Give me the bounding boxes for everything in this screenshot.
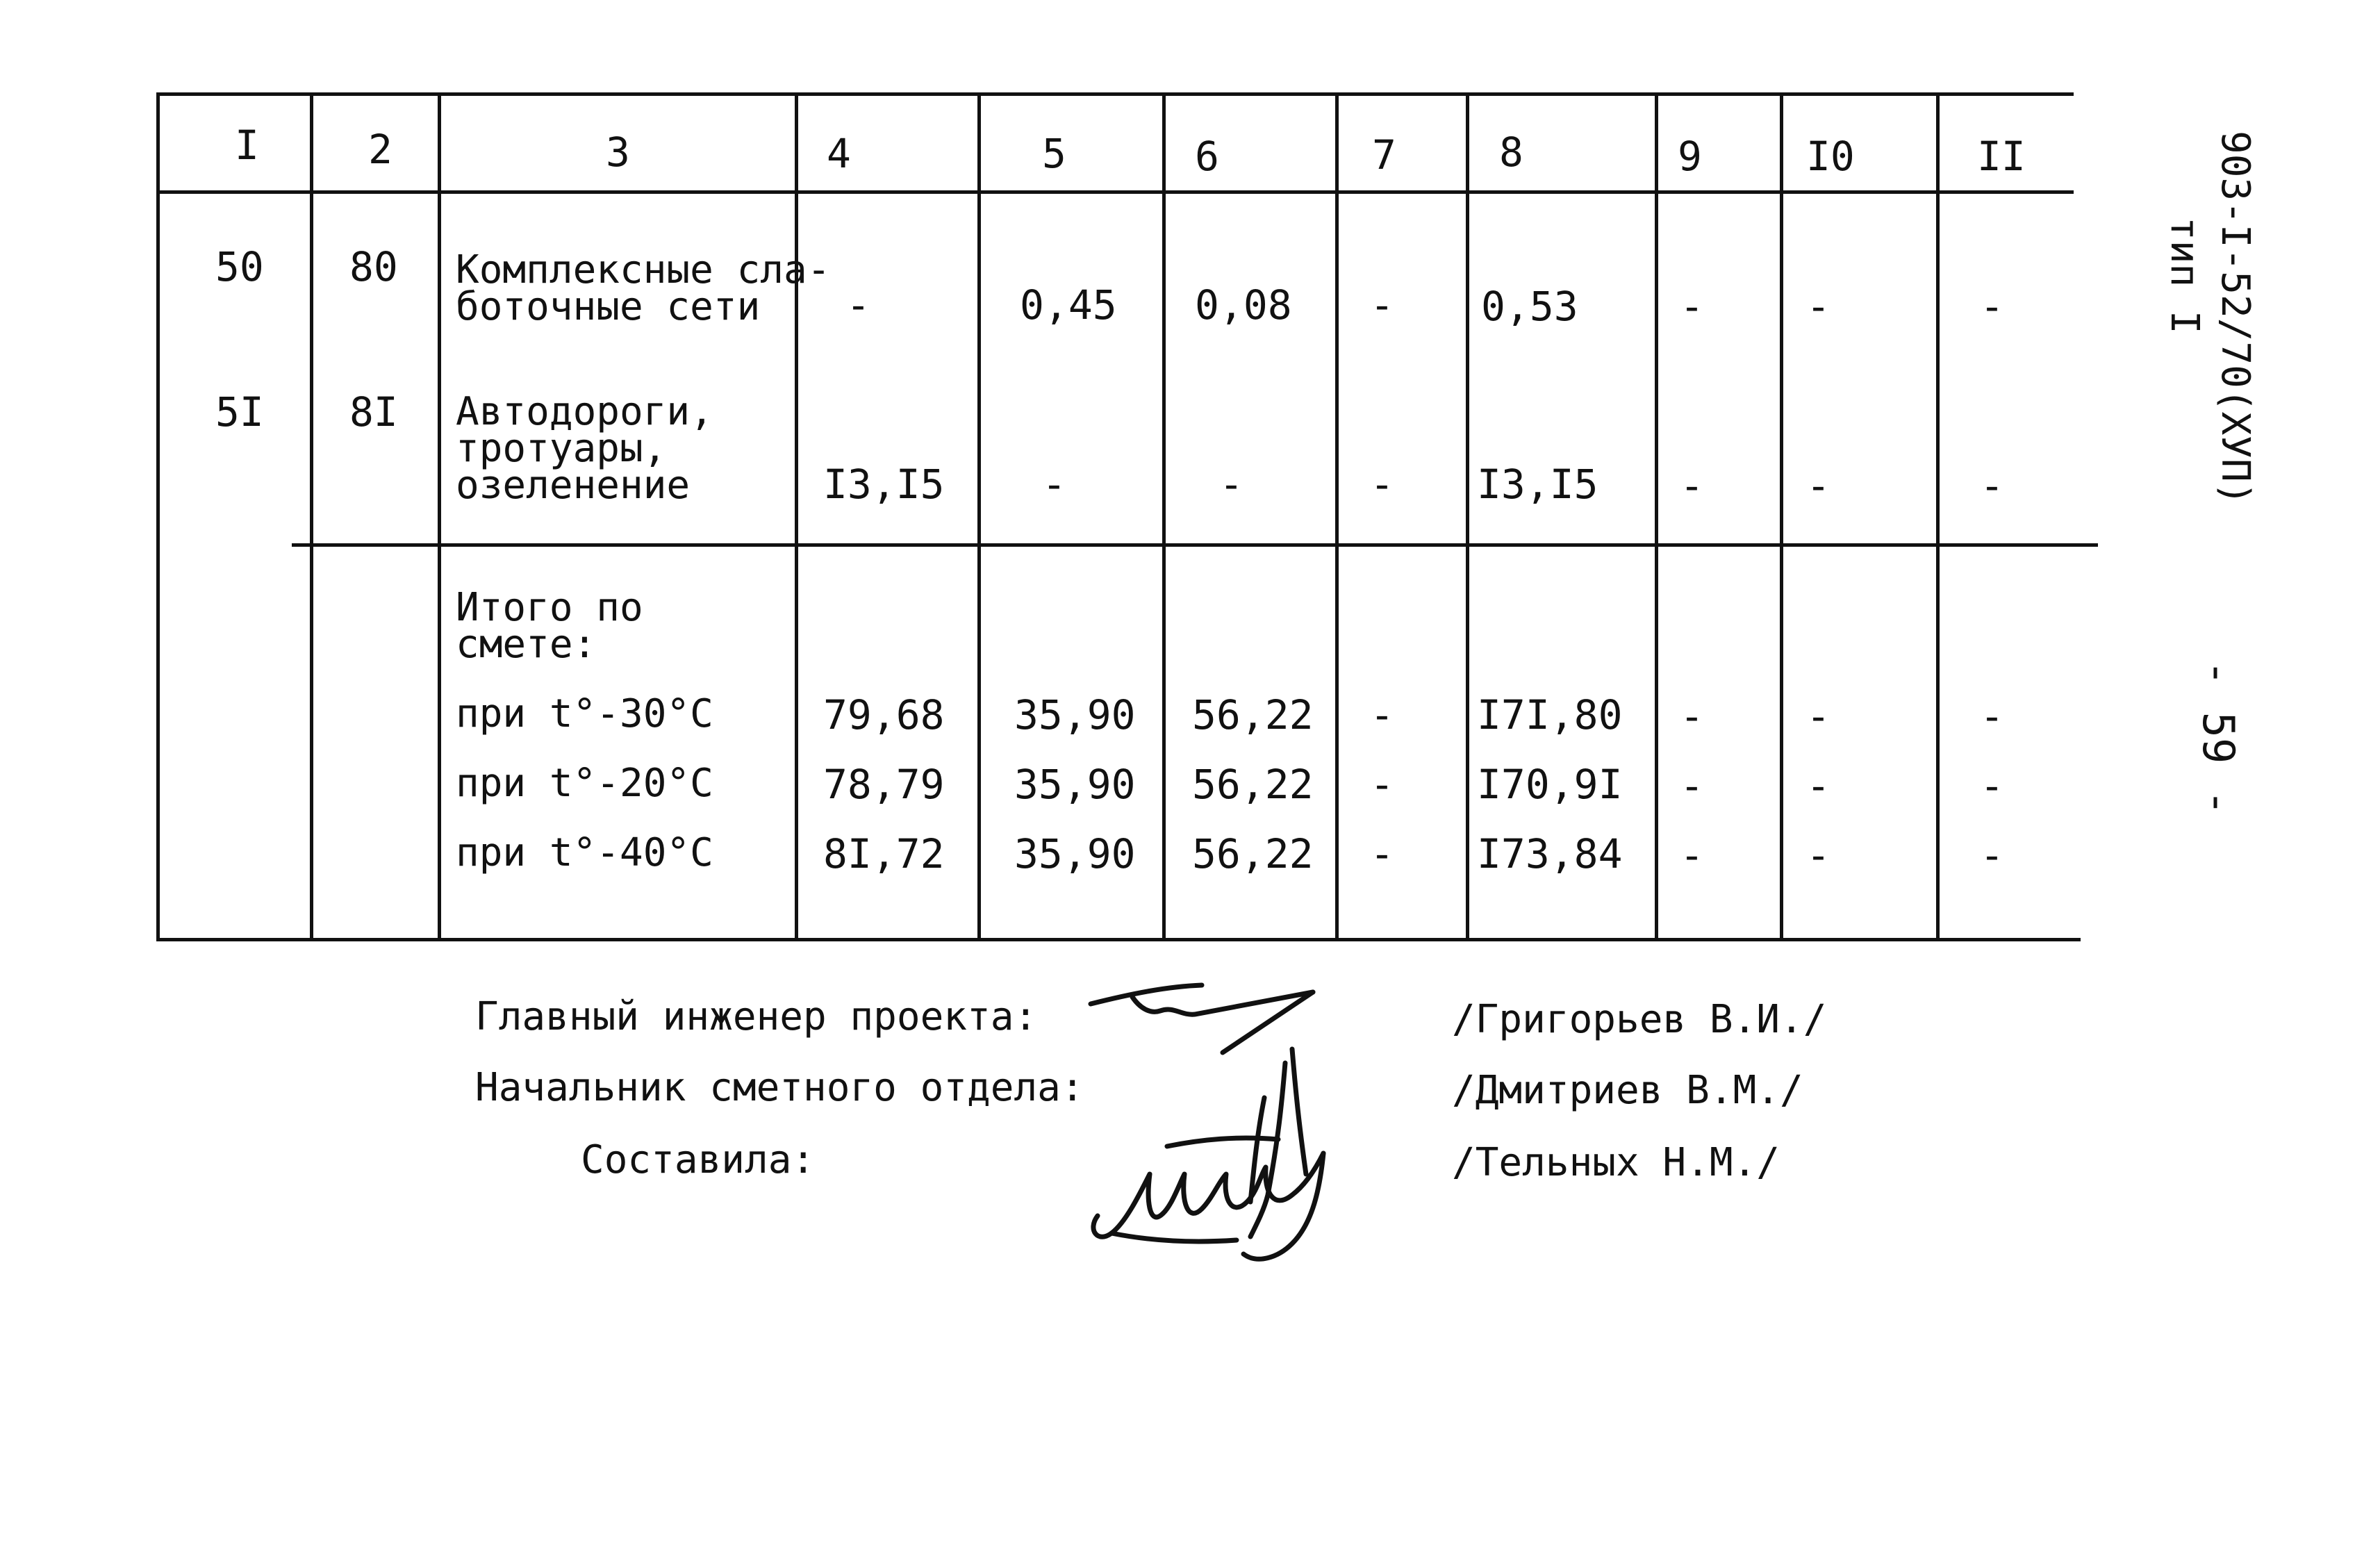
cell-col4: 8I,72 <box>823 830 945 877</box>
totals-temperature-label: при t°-40°C <box>456 830 713 875</box>
table-top-rule <box>156 92 2074 96</box>
totals-temperature-label: при t°-30°C <box>456 691 713 736</box>
col-rule-0 <box>156 92 160 941</box>
cell-col6: 0,08 <box>1195 281 1292 329</box>
header-cell: 2 <box>368 126 392 173</box>
header-cell: 3 <box>606 129 630 176</box>
cell-col5: 35,90 <box>1014 691 1136 739</box>
signature-name: /Тельных Н.М./ <box>1452 1140 1780 1185</box>
row-name-cell: Автодороги, тротуары, озеленение <box>456 389 713 508</box>
cell-col7: - <box>1370 281 1394 329</box>
row-number-cell: 5I <box>215 388 264 436</box>
totals-label: Итого по смете: <box>456 585 643 667</box>
cell-col8: 0,53 <box>1481 283 1578 330</box>
totals-temperature-label: при t°-20°C <box>456 761 713 806</box>
signature-role: Начальник сметного отдела: <box>475 1065 1084 1110</box>
signature-role: Главный инженер проекта: <box>475 994 1038 1039</box>
cell-col5: - <box>1042 461 1066 508</box>
cell-col5: 35,90 <box>1014 830 1136 877</box>
col-rule-9 <box>1780 92 1783 941</box>
header-cell: 5 <box>1042 130 1066 177</box>
col-rule-8 <box>1655 92 1658 941</box>
document-type: тип I <box>2162 217 2207 334</box>
cell-col11: - <box>1980 283 2004 330</box>
cell-col4: 79,68 <box>823 691 945 739</box>
header-cell: I <box>235 122 259 169</box>
row-code-cell: 8I <box>349 388 398 436</box>
cell-col11: - <box>1980 693 2004 740</box>
header-cell: 7 <box>1372 131 1396 179</box>
cell-col10: - <box>1806 693 1831 740</box>
document-code: 903-I-52/70(XУП) <box>2213 131 2258 506</box>
cell-col7: - <box>1370 830 1394 877</box>
col-rule-1 <box>310 92 313 941</box>
cell-col10: - <box>1806 762 1831 809</box>
header-cell: 9 <box>1678 133 1702 180</box>
cell-col10: - <box>1806 283 1831 330</box>
signature-name: /Дмитриев В.М./ <box>1452 1068 1803 1113</box>
cell-col7: - <box>1370 461 1394 508</box>
col-rule-6 <box>1335 92 1339 941</box>
cell-col11: - <box>1980 832 2004 879</box>
col-rule-2 <box>438 92 441 941</box>
cell-col9: - <box>1680 832 1704 879</box>
cell-col8: I73,84 <box>1477 830 1623 877</box>
cell-col5: 35,90 <box>1014 761 1136 808</box>
cell-col4: - <box>846 281 870 329</box>
header-bottom-rule <box>156 190 2074 194</box>
cell-col7: - <box>1370 691 1394 739</box>
col-rule-3 <box>795 92 798 941</box>
cell-col6: - <box>1219 461 1243 508</box>
header-cell: I0 <box>1806 133 1855 180</box>
cell-col11: - <box>1980 762 2004 809</box>
cell-col7: - <box>1370 761 1394 808</box>
table-bottom-rule <box>156 938 2081 941</box>
cell-col6: 56,22 <box>1192 761 1314 808</box>
cell-col9: - <box>1680 283 1704 330</box>
cell-col4: I3,I5 <box>823 461 945 508</box>
col-rule-7 <box>1466 92 1469 941</box>
cell-col10: - <box>1806 832 1831 879</box>
header-cell: II <box>1977 133 2026 180</box>
header-cell: 8 <box>1499 129 1523 176</box>
col-rule-5 <box>1162 92 1166 941</box>
cell-col9: - <box>1680 462 1704 509</box>
page-number: - 59 - <box>2193 660 2244 816</box>
signature-role: Составила: <box>581 1137 816 1182</box>
col-rule-10 <box>1936 92 1940 941</box>
row-number-cell: 50 <box>215 243 264 290</box>
cell-col9: - <box>1680 693 1704 740</box>
row-name-cell: Комплексные сла- боточные сети <box>456 247 831 329</box>
cell-col8: I3,I5 <box>1477 461 1598 508</box>
cell-col5: 0,45 <box>1020 281 1117 329</box>
cell-col6: 56,22 <box>1192 691 1314 739</box>
handwritten-signature-icon <box>1084 966 1348 1271</box>
header-cell: 6 <box>1195 133 1219 180</box>
cell-col10: - <box>1806 462 1831 509</box>
col-rule-4 <box>977 92 981 941</box>
signature-name: /Григорьев В.И./ <box>1452 997 1827 1042</box>
header-cell: 4 <box>827 130 851 177</box>
cell-col4: 78,79 <box>823 761 945 808</box>
cell-col8: I7I,80 <box>1477 691 1623 739</box>
cell-col9: - <box>1680 762 1704 809</box>
cell-col8: I70,9I <box>1477 761 1623 808</box>
cell-col6: 56,22 <box>1192 830 1314 877</box>
row-code-cell: 80 <box>349 243 398 290</box>
subtotal-rule <box>292 543 2098 547</box>
cell-col11: - <box>1980 462 2004 509</box>
